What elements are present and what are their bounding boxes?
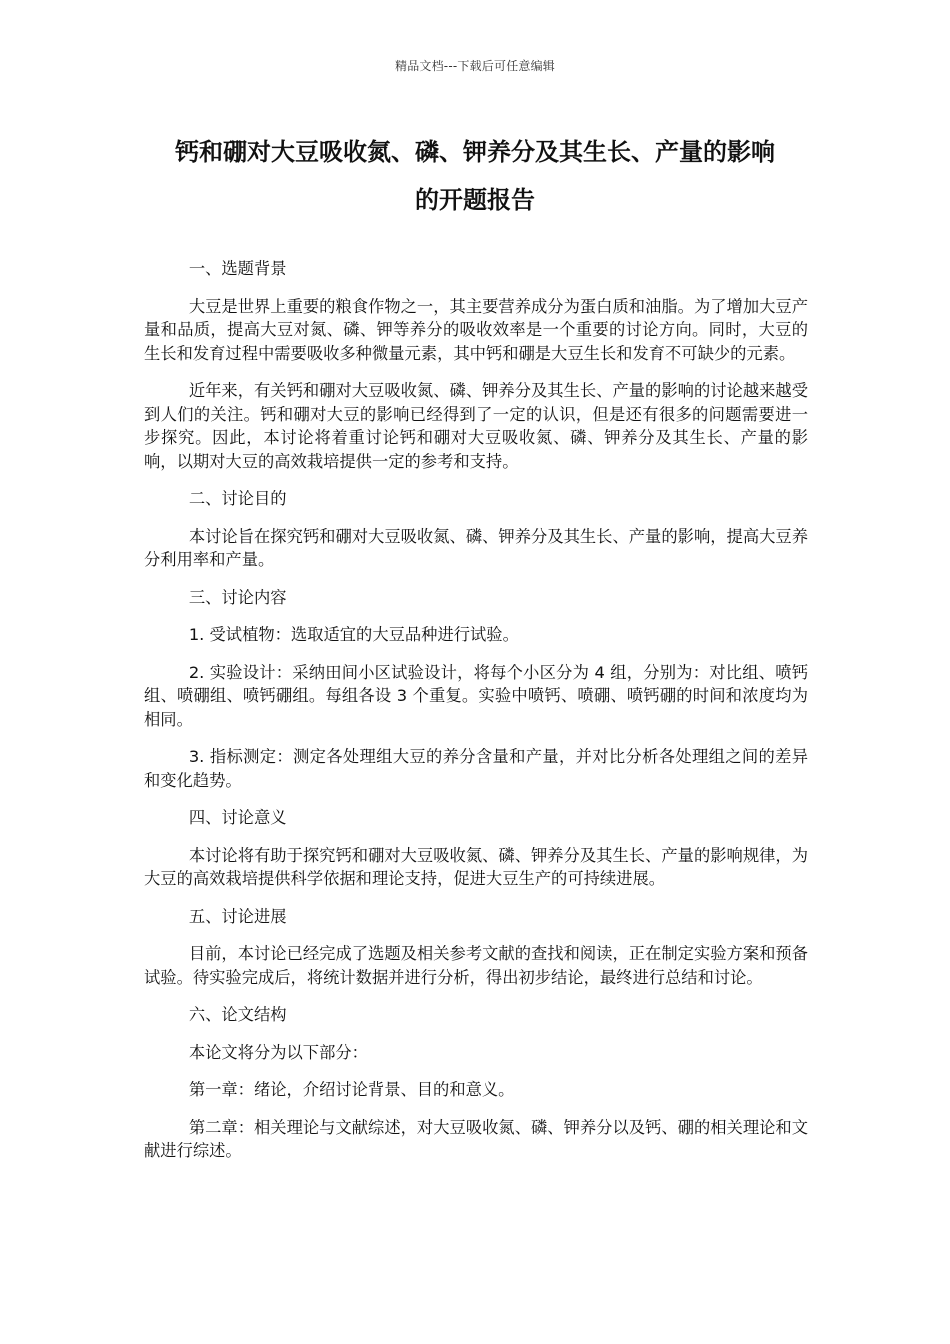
list-item: 第二章：相关理论与文献综述，对大豆吸收氮、磷、钾养分以及钙、硼的相关理论和文献进行综述。 (144, 1117, 808, 1160)
paragraph: 大豆是世界上重要的粮食作物之一，其主要营养成分为蛋白质和油脂。为了增加大豆产量和品质，提高大豆对氮、磷、钾等养分的吸收效率是一个重要的讨论方向。同时，大豆的生长和发育过程中需要吸收多种微量元素，其中钙和硼是大豆生长和发育不可缺少的元素。 (144, 296, 808, 363)
section-heading-background: 一、选题背景 (188, 259, 287, 278)
paragraph: 本讨论将有助于探究钙和硼对大豆吸收氮、磷、钾养分及其生长、产量的影响规律，为大豆的高效栽培提供科学依据和理论支持，促进大豆生产的可持续进展。 (144, 845, 808, 888)
section-heading-purpose: 二、讨论目的 (188, 489, 287, 508)
list-item: 3. 指标测定：测定各处理组大豆的养分含量和产量，并对比分析各处理组之间的差异和变化趋势。 (144, 747, 808, 790)
section-heading-progress: 五、讨论进展 (188, 906, 287, 926)
page-title (140, 128, 810, 224)
list-item: 1. 受试植物：选取适宜的大豆品种进行试验。 (188, 625, 519, 644)
document-body (144, 257, 808, 1177)
paragraph: 本讨论旨在探究钙和硼对大豆吸收氮、磷、钾养分及其生长、产量的影响，提高大豆养分利用率和产量。 (144, 526, 808, 569)
section-heading-significance: 四、讨论意义 (188, 808, 287, 827)
paragraph: 本论文将分为以下部分： (188, 1042, 368, 1062)
list-item: 2. 实验设计：采纳田间小区试验设计，将每个小区分为 4 组，分别为：对比组、喷钙组、喷硼组、喷钙硼组。每组各设 3 个重复。实验中喷钙、喷硼、喷钙硼的时间和浓度均为相同。 (144, 662, 808, 729)
paragraph: 近年来，有关钙和硼对大豆吸收氮、磷、钾养分及其生长、产量的影响的讨论越来越受到人们的关注。钙和硼对大豆的影响已经得到了一定的认识，但是还有很多的问题需要进一步探究。因此，本讨论将着重讨论钙和硼对大豆吸收氮、磷、钾养分及其生长、产量的影响，以期对大豆的高效栽培提供一定的参考和支持。 (144, 381, 808, 471)
list-item: 第一章：绪论，介绍讨论背景、目的和意义。 (188, 1080, 515, 1099)
paragraph: 目前，本讨论已经完成了选题及相关参考文献的查找和阅读，正在制定实验方案和预备试验。待实验完成后，将统计数据并进行分析，得出初步结论，最终进行总结和讨论。 (144, 944, 808, 987)
title-line-2: 的开题报告 (415, 186, 535, 214)
section-heading-content: 三、讨论内容 (188, 587, 287, 607)
header-note: 精品文档---下载后可任意编辑 (395, 59, 555, 73)
section-heading-structure: 六、论文结构 (188, 1005, 287, 1024)
title-line-1: 钙和硼对大豆吸收氮、磷、钾养分及其生长、产量的影响 (175, 138, 775, 166)
